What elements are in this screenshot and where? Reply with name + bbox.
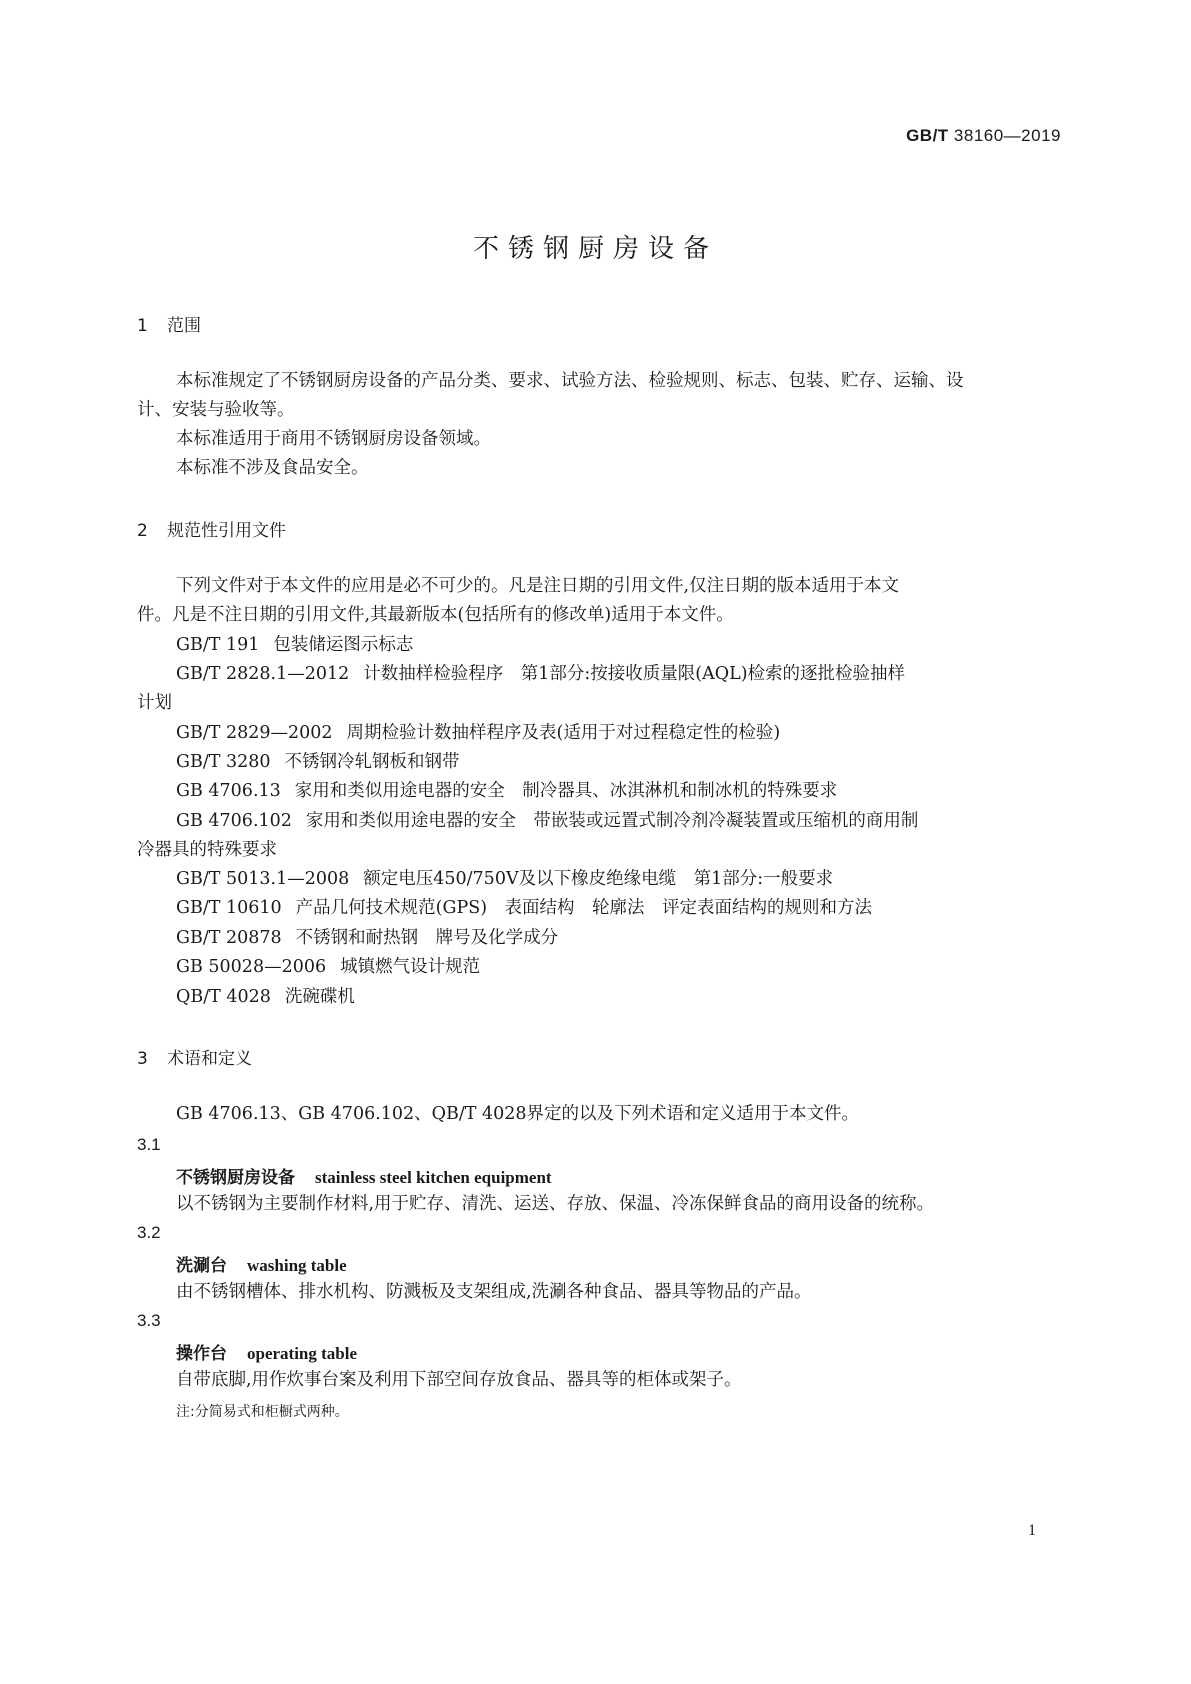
reference-title: 家用和类似用途电器的安全 制冷器具、冰淇淋机和制冰机的特殊要求 xyxy=(294,781,838,801)
reference-title: 城镇燃气设计规范 xyxy=(340,957,481,977)
reference-item xyxy=(176,982,355,1012)
term-number: 3.2 xyxy=(137,1223,161,1242)
page-number: 1 xyxy=(1028,1522,1036,1539)
term-heading xyxy=(176,1251,347,1276)
references-intro-line-1: 下列文件对于本文件的应用是必不可少的。凡是注日期的引用文件,仅注日期的版本适用于本文 xyxy=(176,576,900,596)
standard-code-number: 38160—2019 xyxy=(953,126,1061,145)
reference-item xyxy=(176,893,872,923)
term-definition: 以不锈钢为主要制作材料,用于贮存、清洗、运送、存放、保温、冷冻保鲜食品的商用设备的统称。 xyxy=(176,1194,935,1214)
reference-title: 包装储运图示标志 xyxy=(273,635,414,655)
term-definition: 由不锈钢槽体、排水机构、防溅板及支架组成,洗涮各种食品、器具等物品的产品。 xyxy=(176,1282,812,1302)
reference-title: 洗碗碟机 xyxy=(284,987,355,1007)
reference-title: 家用和类似用途电器的安全 带嵌装或远置式制冷剂冷凝装置或压缩机的商用制 xyxy=(305,811,919,831)
reference-title-continued: 计划 xyxy=(137,693,172,713)
section-title: 范围 xyxy=(167,316,201,336)
reference-title: 计数抽样检验程序 第1部分:按接收质量限(AQL)检索的逐批检验抽样 xyxy=(363,664,906,684)
reference-item xyxy=(176,630,413,660)
document-title: 不锈钢厨房设备 xyxy=(472,234,718,264)
reference-title: 周期检验计数抽样程序及表(适用于对过程稳定性的检验) xyxy=(346,723,781,743)
references-intro-line-2: 件。凡是不注日期的引用文件,其最新版本(包括所有的修改单)适用于本文件。 xyxy=(137,605,734,625)
section-2-heading xyxy=(137,516,286,541)
section-number: 2 xyxy=(137,521,148,541)
reference-item xyxy=(176,923,558,953)
reference-title: 产品几何技术规范(GPS) 表面结构 轮廓法 评定表面结构的规则和方法 xyxy=(295,898,873,918)
section-title: 术语和定义 xyxy=(167,1049,252,1069)
reference-item xyxy=(176,864,833,894)
standard-code-prefix: GB/T xyxy=(906,126,949,145)
reference-code: GB/T 20878 xyxy=(176,928,282,948)
scope-paragraph-2: 本标准适用于商用不锈钢厨房设备领域。 xyxy=(176,429,491,449)
scope-paragraph-1-line-1: 本标准规定了不锈钢厨房设备的产品分类、要求、试验方法、检验规则、标志、包装、贮存、运输、设 xyxy=(176,371,964,391)
reference-code: GB 50028—2006 xyxy=(176,957,327,977)
reference-title-continued: 冷器具的特殊要求 xyxy=(137,840,277,860)
reference-item xyxy=(176,659,905,689)
section-3-heading xyxy=(137,1044,252,1069)
section-number: 3 xyxy=(137,1049,148,1069)
reference-item xyxy=(176,952,480,982)
reference-code: GB 4706.102 xyxy=(176,811,292,831)
term-english: stainless steel kitchen equipment xyxy=(315,1168,552,1187)
reference-code: GB 4706.13 xyxy=(176,781,281,801)
term-heading xyxy=(176,1163,552,1188)
reference-title: 不锈钢冷轧钢板和钢带 xyxy=(284,752,460,772)
reference-item xyxy=(176,718,780,748)
reference-code: GB/T 2829—2002 xyxy=(176,723,333,743)
term-definition: 自带底脚,用作炊事台案及利用下部空间存放食品、器具等的柜体或架子。 xyxy=(176,1370,742,1390)
reference-item xyxy=(176,806,918,836)
reference-code: GB/T 2828.1—2012 xyxy=(176,664,350,684)
reference-item xyxy=(176,747,460,777)
reference-title: 不锈钢和耐热钢 牌号及化学成分 xyxy=(295,928,559,948)
term-number: 3.3 xyxy=(137,1311,161,1330)
term-english: washing table xyxy=(247,1256,347,1275)
reference-code: GB/T 5013.1—2008 xyxy=(176,869,350,889)
section-title: 规范性引用文件 xyxy=(167,521,286,541)
section-number: 1 xyxy=(137,316,148,336)
standard-code xyxy=(906,126,1061,146)
term-number: 3.1 xyxy=(137,1135,161,1154)
term-english: operating table xyxy=(247,1344,358,1363)
term-chinese: 不锈钢厨房设备 xyxy=(176,1168,295,1188)
term-chinese: 洗涮台 xyxy=(176,1256,227,1276)
section-1-heading xyxy=(137,311,201,336)
reference-code: GB/T 191 xyxy=(176,635,260,655)
scope-paragraph-3: 本标准不涉及食品安全。 xyxy=(176,458,369,478)
reference-title: 额定电压450/750V及以下橡皮绝缘电缆 第1部分:一般要求 xyxy=(363,869,834,889)
reference-item xyxy=(176,776,837,806)
term-note: 注:分简易式和柜橱式两种。 xyxy=(176,1404,349,1420)
reference-code: GB/T 3280 xyxy=(176,752,271,772)
reference-code: QB/T 4028 xyxy=(176,987,271,1007)
reference-code: GB/T 10610 xyxy=(176,898,282,918)
terms-intro: GB 4706.13、GB 4706.102、QB/T 4028界定的以及下列术语和定义适用于本文件。 xyxy=(176,1104,860,1124)
term-chinese: 操作台 xyxy=(176,1344,227,1364)
term-heading xyxy=(176,1339,357,1364)
scope-paragraph-1-line-2: 计、安装与验收等。 xyxy=(137,400,295,420)
